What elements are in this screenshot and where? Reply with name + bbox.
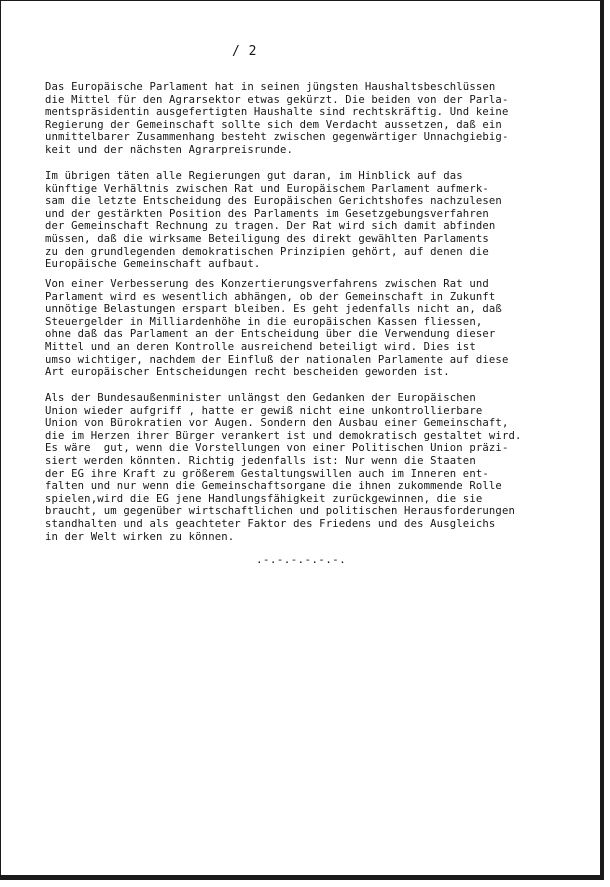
paragraph-3 bbox=[45, 278, 585, 379]
text-line: Es wäre gut, wenn die Vorstellungen von einer Politischen Union präzi- bbox=[45, 442, 509, 455]
text-line: Europäische Gemeinschaft aufbaut. bbox=[45, 258, 261, 271]
text-line: der EG ihre Kraft zu größerem Gestaltungswillen auch im Inneren ent- bbox=[45, 467, 489, 480]
text-line: Das Europäische Parlament hat in seinen jüngsten Haushaltsbeschlüssen bbox=[45, 81, 496, 93]
text-line: Union von Bürokratien vor Augen. Sondern den Ausbau einer Gemeinschaft, bbox=[45, 417, 509, 430]
text-line: mentspräsidentin ausgefertigten Haushalte sind rechtskräftig. Und keine bbox=[45, 106, 509, 119]
text-line: unmittelbarer Zusammenhang besteht zwischen gegenwärtiger Unnachgiebig- bbox=[45, 131, 509, 144]
text-line: künftige Verhältnis zwischen Rat und Europäischem Parlament aufmerk- bbox=[45, 182, 489, 195]
text-line: falten und nur wenn die Gemeinschaftsorgane die ihnen zukommende Rolle bbox=[45, 480, 502, 493]
paragraph-1 bbox=[45, 81, 585, 157]
text-line: die im Herzen ihrer Bürger verankert ist und demokratisch gestaltet wird. bbox=[45, 429, 522, 442]
text-line: in der Welt wirken zu können. bbox=[45, 530, 235, 543]
text-line: standhalten und als geachteter Faktor des Friedens und des Ausgleichs bbox=[45, 517, 496, 530]
text-line: ohne daß das Parlament an der Entscheidung über die Verwendung dieser bbox=[45, 328, 496, 341]
text-line: zu den grundlegenden demokratischen Prinzipien gehört, auf denen die bbox=[45, 245, 489, 258]
text-line: siert werden könnten. Richtig jedenfalls ist: Nur wenn die Staaten bbox=[45, 454, 476, 467]
text-line: Steuergelder in Milliardenhöhe in die europäischen Kassen fliessen, bbox=[45, 315, 483, 328]
paragraph-2 bbox=[45, 170, 585, 271]
text-line: Von einer Verbesserung des Konzertierungsverfahrens zwischen Rat und bbox=[45, 278, 489, 290]
text-line: Mittel und an deren Kontrolle ausreichend beteiligt wird. Dies ist bbox=[45, 340, 476, 353]
text-line: unnötige Belastungen erspart bleiben. Es geht jedenfalls nicht an, daß bbox=[45, 303, 502, 316]
text-line: umso wichtiger, nachdem der Einfluß der nationalen Parlamente auf diese bbox=[45, 353, 509, 366]
paragraph-4 bbox=[45, 392, 585, 543]
text-line: Im übrigen täten alle Regierungen gut daran, im Hinblick auf das bbox=[45, 170, 463, 182]
text-line: Als der Bundesaußenminister unlängst den Gedanken der Europäischen bbox=[45, 392, 476, 404]
text-line: Union wieder aufgriff , hatte er gewiß nicht eine unkontrollierbare bbox=[45, 404, 483, 417]
text-line: der Gemeinschaft Rechnung zu tragen. Der Rat wird sich damit abfinden bbox=[45, 220, 496, 233]
page-number: / 2 bbox=[232, 44, 257, 59]
text-line: Art europäischer Entscheidungen recht bescheiden geworden ist. bbox=[45, 366, 450, 379]
text-line: sam die letzte Entscheidung des Europäischen Gerichtshofes nachzulesen bbox=[45, 195, 502, 208]
text-line: müssen, daß die wirksame Beteiligung des direkt gewählten Parlaments bbox=[45, 232, 489, 245]
text-line: Parlament wird es wesentlich abhängen, ob der Gemeinschaft in Zukunft bbox=[45, 290, 496, 303]
end-mark: .-.-.-.-.-.-. bbox=[256, 553, 346, 566]
text-line: Regierung der Gemeinschaft sollte sich dem Verdacht aussetzen, daß ein bbox=[45, 118, 502, 131]
text-line: keit und der nächsten Agrarpreisrunde. bbox=[45, 143, 294, 156]
text-line: braucht, um gegenüber wirtschaftlichen und politischen Herausforderungen bbox=[45, 505, 516, 518]
text-line: spielen,wird die EG jene Handlungsfähigkeit zurückgewinnen, die sie bbox=[45, 492, 483, 505]
text-line: die Mittel für den Agrarsektor etwas gekürzt. Die beiden von der Parla- bbox=[45, 93, 509, 106]
text-line: und der gestärkten Position des Parlaments im Gesetzgebungsverfahren bbox=[45, 207, 489, 220]
